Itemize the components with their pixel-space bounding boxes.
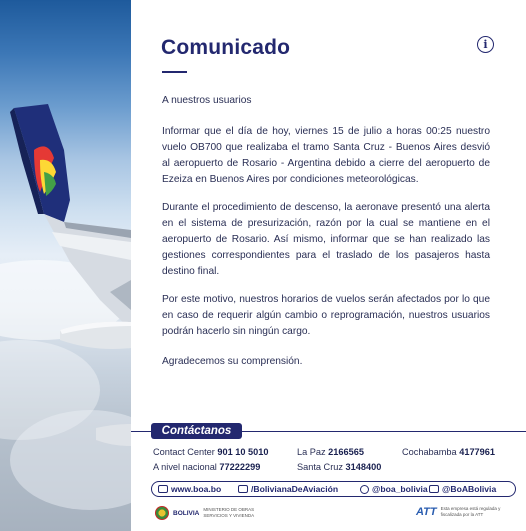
airplane-wing-photo [0, 0, 131, 531]
bolivia-wordmark: BOLIVIA [173, 509, 200, 517]
announcement-panel [131, 0, 526, 531]
att-logo [416, 506, 511, 518]
wing-illustration [0, 0, 131, 531]
paragraph-pressurization-alert: Durante el procedimiento de descenso, la aeronave presentó una alerta en el sistema de presurización, razón por la cual se mantiene en el aeropuerto de Rosario. Así mismo, informar que se han realizado las gestiones correspondientes para el traslado de los pasajeros hasta destino final. [162, 202, 490, 277]
contact-number: 2166565 [328, 447, 364, 457]
coat-of-arms-icon [155, 506, 169, 520]
contact-label: Santa Cruz [297, 462, 343, 472]
title-underline [162, 71, 187, 73]
salutation: A nuestros usuarios [162, 95, 252, 106]
contact-santa-cruz[interactable] [297, 462, 381, 472]
contact-number: 77222299 [219, 462, 261, 472]
contact-cochabamba[interactable] [402, 447, 495, 457]
bolivia-ministry-logo [155, 506, 263, 520]
facebook-link[interactable] [238, 484, 338, 494]
contact-center[interactable] [153, 447, 268, 457]
ministry-caption: MINISTERIO DE OBRAS SERVICIOS Y VIVIENDA [203, 507, 255, 518]
facebook-label: /BolivianaDeAviación [251, 484, 339, 494]
contact-number: 3148400 [345, 462, 382, 472]
contact-label: La Paz [297, 447, 326, 457]
instagram-icon [360, 485, 369, 494]
contact-label: Cochabamba [402, 447, 457, 457]
facebook-icon [238, 485, 248, 493]
contact-la-paz[interactable] [297, 447, 364, 457]
contact-number: 4177961 [459, 447, 495, 457]
instagram-label: @boa_bolivia [372, 484, 428, 494]
page-title: Comunicado [161, 36, 291, 59]
twitter-icon [429, 485, 439, 493]
twitter-label: @BoABolivia [442, 484, 497, 494]
att-wordmark: ATT [416, 506, 437, 518]
contact-number: 901 10 5010 [217, 447, 269, 457]
closing-thanks: Agradecemos su comprensión. [162, 356, 303, 367]
info-icon[interactable]: i [477, 36, 494, 53]
contact-label: Contact Center [153, 447, 215, 457]
att-caption: Esta empresa está regulada y fiscalizada por la ATT [440, 506, 501, 517]
instagram-link[interactable] [360, 484, 428, 494]
contact-national[interactable] [153, 462, 260, 472]
paragraph-flight-diversion: Informar que el día de hoy, viernes 15 de julio a horas 00:25 nuestro vuelo OB700 que realizaba el tramo Santa Cruz - Buenos Aires desvió al aeropuerto de Rosario - Argentina debido a cierre del aeropuerto de Ezeiza en Buenos Aires por condiciones meteorológicas. [162, 126, 490, 185]
paragraph-schedule-changes: Por este motivo, nuestros horarios de vuelos serán afectados por lo que en caso de requerir algún cambio o reprogramación, nuestros usuarios podrán hacerlo sin ningún cargo. [162, 294, 490, 337]
contact-label: A nivel nacional [153, 462, 217, 472]
contact-heading: Contáctanos [151, 423, 242, 439]
monitor-icon [158, 485, 168, 493]
website-link[interactable] [158, 484, 221, 494]
twitter-link[interactable] [429, 484, 496, 494]
website-label: www.boa.bo [171, 484, 222, 494]
